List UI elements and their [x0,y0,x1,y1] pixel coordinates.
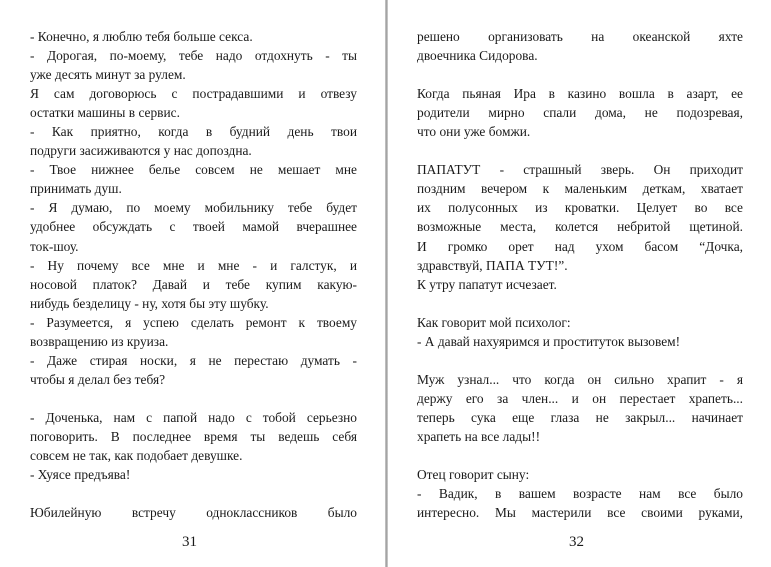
right-page-number: 32 [569,534,584,550]
paragraph-gap [417,351,743,370]
text-line: - Разумеется, я успею сделать ремонт к твоему [30,314,357,330]
text-line: родители мирно спали дома, не подозревая, [417,105,743,121]
text-line: принимать душ. [30,181,122,197]
paragraph-gap [417,141,743,160]
paragraph-gap [30,389,357,408]
text-line: возвращению из круиза. [30,333,169,349]
text-line: решено организовать на океанской яхте [417,29,743,44]
text-line: - Доченька, нам с папой надо с тобой серьезно [30,409,357,425]
text-line: возможные места, колется небритой щетиной. [417,219,743,235]
text-line: - Вадик, в вашем возрасте нам все было [417,486,743,502]
text-line: двоечника Сидорова. [417,48,538,64]
text-line: удобнее обсуждать с твоей мамой вчерашнее [30,219,357,235]
text-line: уже десять минут за рулем. [30,67,186,83]
text-line: интересно. Мы мастерили все своими руками, [417,505,743,521]
text-line: держу его за член... и он перестает храпеть... [417,390,743,406]
text-line: Муж узнал... что когда он сильно храпит - я [417,371,743,387]
left-page-text [30,27,357,522]
text-line: здравствуй, ПАПА ТУТ!”. [417,257,568,273]
text-line: - Конечно, я люблю тебя больше секса. [30,29,253,44]
text-line: К утру папатут исчезает. [417,276,557,292]
text-line: - Ну почему все мне и мне - и галстук, и [30,257,357,273]
text-line: подруги засиживаются у нас допоздна. [30,143,252,159]
text-line: совсем не так, как подобает девушке. [30,448,243,464]
left-page-number: 31 [182,534,197,550]
text-line: храпеть на все лады!! [417,428,541,444]
text-line: - Твое нижнее белье совсем не мешает мне [30,162,357,178]
text-line: Юбилейную встречу одноклассников было [30,505,357,521]
right-page [387,0,771,567]
text-line: - А давай нахуяримся и проституток вызовем! [417,333,681,349]
paragraph-gap [417,65,743,84]
text-line: Отец говорит сыну: [417,467,530,483]
text-line: остатки машины в сервис. [30,105,180,121]
text-line: теперь сука еще глаза не закрыл... начинает [417,409,743,425]
paragraph-gap [417,446,743,465]
text-line: - Дорогая, по-моему, тебе надо отдохнуть - ты [30,48,357,64]
text-line: носовой платок? Давай и тебе купим какую- [30,276,357,292]
text-line: - Как приятно, когда в будний день твои [30,124,357,140]
text-line: - Даже стирая носки, я не перестаю думать - [30,352,357,368]
text-line: их полусонных из кроватки. Целует во все [417,200,743,216]
text-line: Как говорит мой психолог: [417,314,571,330]
text-line: - Я думаю, по моему мобильнику тебе будет [30,200,357,216]
right-page-text [417,27,743,522]
paragraph-gap [417,294,743,313]
text-line: нибудь безделицу - ну, хотя бы эту шубку. [30,295,269,311]
text-line: что они уже бомжи. [417,124,531,140]
text-line: чтобы я делал без тебя? [30,371,166,387]
text-line: ток-шоу. [30,238,79,254]
text-line: Я сам договорюсь с пострадавшими и отвезу [30,86,357,102]
text-line: Когда пьяная Ира в казино вошла в азарт, ее [417,86,743,102]
text-line: ПАПАТУТ - страшный зверь. Он приходит [417,162,743,178]
text-line: поздним вечером к маленьким деткам, хватает [417,181,743,197]
text-line: - Хуясе предъява! [30,467,131,483]
text-line: И громко орет над ухом басом “Дочка, [417,238,743,254]
text-line: поговорить. В последнее время ты ведешь себя [30,428,357,444]
paragraph-gap [30,484,357,503]
